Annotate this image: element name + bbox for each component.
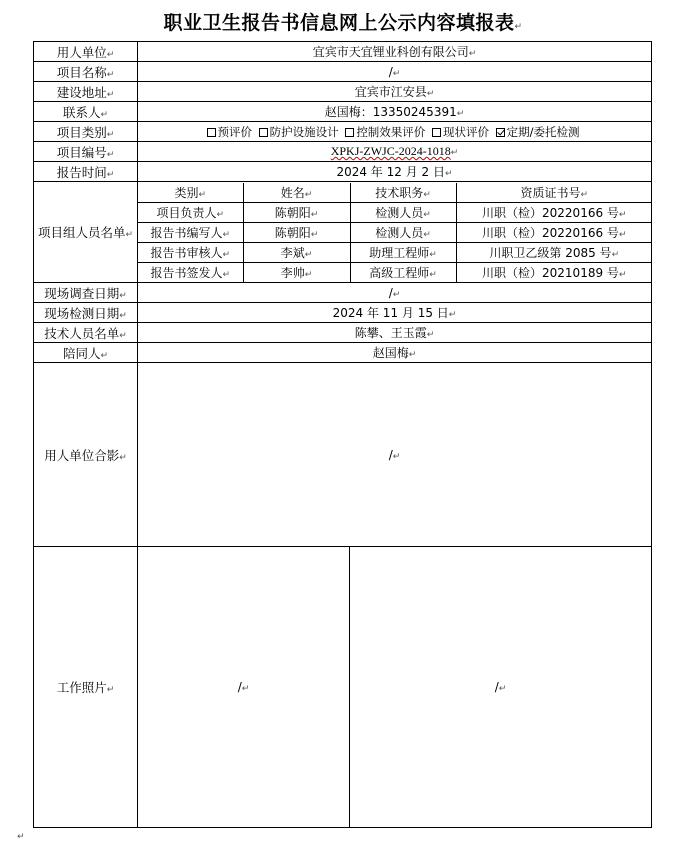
team-header-name: 姓名↵ <box>243 183 350 203</box>
checked-checkbox-icon[interactable] <box>496 128 505 137</box>
site-address-value: 宜宾市江安县↵ <box>138 82 652 102</box>
team-cell-category: 项目负责人↵ <box>138 202 243 222</box>
project-name-label: 项目名称↵ <box>34 62 138 82</box>
survey-date-label: 现场调查日期↵ <box>34 283 138 303</box>
option-control-evaluation[interactable]: 控制效果评价 <box>345 125 425 139</box>
checkbox-icon[interactable] <box>207 128 216 137</box>
group-photo-label: 用人单位合影↵ <box>34 363 138 547</box>
inspection-date-label: 现场检测日期↵ <box>34 303 138 323</box>
checkbox-icon[interactable] <box>259 128 268 137</box>
project-name-value: /↵ <box>138 62 652 82</box>
tech-staff-label: 技术人员名单↵ <box>34 323 138 343</box>
companion-value: 赵国梅↵ <box>138 343 652 363</box>
team-cell-title: 检测人员↵ <box>350 222 456 242</box>
row-contact <box>34 102 652 122</box>
contact-value: 赵国梅：13350245391↵ <box>138 102 652 122</box>
row-project-name <box>34 62 652 82</box>
team-cell-name: 李斌↵ <box>243 242 350 262</box>
group-photo-area: /↵ <box>138 363 652 547</box>
team-cell-name: 李帅↵ <box>243 262 350 282</box>
work-photos-label: 工作照片↵ <box>34 547 138 828</box>
team-row <box>138 262 652 282</box>
team-header-title: 技术职务↵ <box>350 183 456 203</box>
row-project-type <box>34 122 652 142</box>
team-header-row <box>138 183 652 203</box>
report-date-label: 报告时间↵ <box>34 162 138 182</box>
project-no-label: 项目编号↵ <box>34 142 138 162</box>
employer-value: 宜宾市天宜锂业科创有限公司↵ <box>138 42 652 62</box>
row-group-photo <box>34 363 652 547</box>
row-inspection-date <box>34 303 652 323</box>
team-row <box>138 202 652 222</box>
work-photo-area-2: /↵ <box>350 547 652 828</box>
row-employer <box>34 42 652 62</box>
team-row <box>138 222 652 242</box>
row-survey-date <box>34 283 652 303</box>
page-title: 职业卫生报告书信息网上公示内容填报表↵ <box>163 12 523 34</box>
inspection-date-value: 2024 年 11 月 15 日↵ <box>138 303 652 323</box>
team-cell-cert: 川职（检）20220166 号↵ <box>456 222 652 242</box>
team-cell-category: 报告书签发人↵ <box>138 262 243 282</box>
project-no-value: XPKJ-ZWJC-2024-1018↵ <box>138 142 652 162</box>
work-photo-area-1: /↵ <box>138 547 350 828</box>
team-row <box>138 242 652 262</box>
team-cell-title: 高级工程师↵ <box>350 262 456 282</box>
team-header-cert: 资质证书号↵ <box>456 183 652 203</box>
team-table <box>138 183 652 282</box>
contact-label: 联系人↵ <box>34 102 138 122</box>
checkbox-icon[interactable] <box>432 128 441 137</box>
row-work-photos <box>34 547 652 828</box>
project-type-options <box>138 122 652 142</box>
option-status-evaluation[interactable]: 现状评价 <box>432 125 489 139</box>
row-project-no <box>34 142 652 162</box>
row-team <box>34 182 652 283</box>
companion-label: 陪同人↵ <box>34 343 138 363</box>
row-tech-staff <box>34 323 652 343</box>
team-cell-category: 报告书审核人↵ <box>138 242 243 262</box>
team-header-category: 类别↵ <box>138 183 243 203</box>
team-cell-cert: 川职卫乙级第 2085 号↵ <box>456 242 652 262</box>
row-site-address <box>34 82 652 102</box>
site-address-label: 建设地址↵ <box>34 82 138 102</box>
team-cell-cert: 川职（检）20210189 号↵ <box>456 262 652 282</box>
team-label: 项目组人员名单↵ <box>34 182 138 283</box>
team-cell-name: 陈朝阳↵ <box>243 222 350 242</box>
team-cell-title: 检测人员↵ <box>350 202 456 222</box>
option-periodic-inspection[interactable]: 定期/委托检测 <box>496 125 580 139</box>
checkbox-icon[interactable] <box>345 128 354 137</box>
option-pre-evaluation[interactable]: 预评价 <box>207 125 253 139</box>
team-cell-category: 报告书编写人↵ <box>138 222 243 242</box>
form-table <box>33 41 652 828</box>
project-type-label: 项目类别↵ <box>34 122 138 142</box>
team-cell-title: 助理工程师↵ <box>350 242 456 262</box>
employer-label: 用人单位↵ <box>34 42 138 62</box>
team-table-cell <box>138 182 652 283</box>
team-cell-name: 陈朝阳↵ <box>243 202 350 222</box>
paragraph-mark: ↵ <box>17 832 25 842</box>
option-protection-design[interactable]: 防护设施设计 <box>259 125 339 139</box>
tech-staff-value: 陈攀、王玉霞↵ <box>138 323 652 343</box>
survey-date-value: /↵ <box>138 283 652 303</box>
row-companion <box>34 343 652 363</box>
row-report-date <box>34 162 652 182</box>
report-date-value: 2024 年 12 月 2 日↵ <box>138 162 652 182</box>
team-cell-cert: 川职（检）20220166 号↵ <box>456 202 652 222</box>
